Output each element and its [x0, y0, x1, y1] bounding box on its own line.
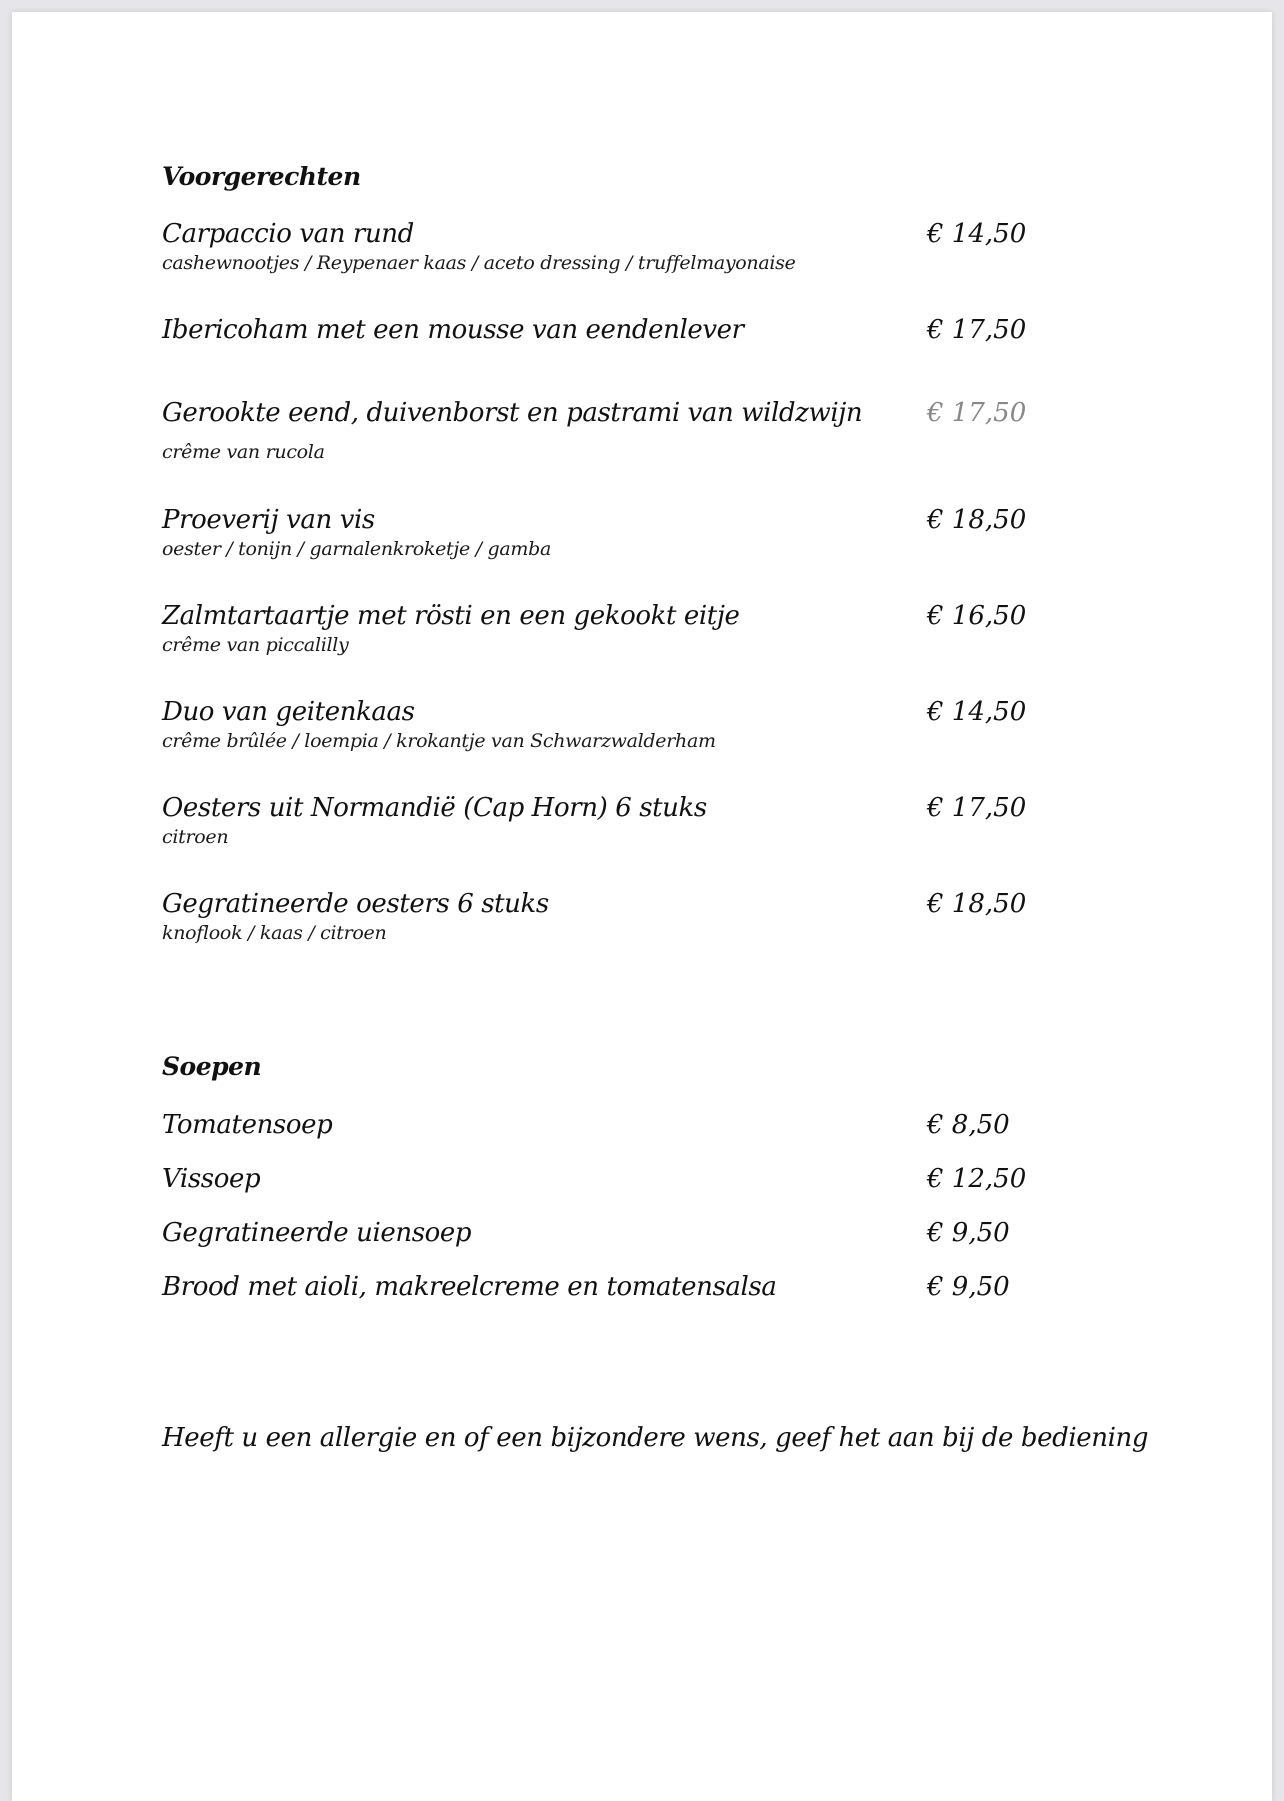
menu-item-description: crême van piccalilly: [162, 634, 349, 656]
menu-item-name: Tomatensoep: [162, 1110, 333, 1140]
allergy-note: Heeft u een allergie en of een bijzondere wens, geef het aan bij de bediening: [162, 1423, 1149, 1453]
menu-item-description: cashewnootjes / Reypenaer kaas / aceto dressing / truffelmayonaise: [162, 252, 796, 274]
menu-item-name: Duo van geitenkaas: [162, 697, 415, 727]
menu-item-price: € 18,50: [927, 889, 1027, 919]
menu-item-price: € 16,50: [927, 601, 1027, 631]
menu-item-name: Gegratineerde uiensoep: [162, 1218, 472, 1248]
menu-item-price: € 14,50: [927, 219, 1027, 249]
menu-item-price: € 12,50: [927, 1164, 1027, 1194]
section-title-starters: Voorgerechten: [162, 162, 361, 191]
menu-item: [162, 792, 1042, 850]
menu-item-price: € 18,50: [927, 505, 1027, 535]
menu-item-price: € 17,50: [927, 793, 1027, 823]
menu-item-price: € 17,50: [927, 398, 1027, 428]
menu-item: [162, 1271, 1042, 1303]
section-title-soups: Soepen: [162, 1052, 262, 1081]
menu-item-description: citroen: [162, 826, 229, 848]
menu-item-description: crême van rucola: [162, 441, 325, 463]
menu-item-description: oester / tonijn / garnalenkroketje / gamba: [162, 538, 552, 560]
menu-item-name: Zalmtartaartje met rösti en een gekookt eitje: [162, 601, 740, 631]
menu-item-name: Vissoep: [162, 1164, 261, 1194]
menu-item-name: Proeverij van vis: [162, 505, 375, 535]
menu-item: [162, 888, 1042, 946]
menu-item: [162, 1109, 1042, 1141]
menu-item-price: € 17,50: [927, 315, 1027, 345]
menu-item: [162, 218, 1042, 276]
menu-item-name: Carpaccio van rund: [162, 219, 414, 249]
menu-item: [162, 696, 1042, 754]
menu-item-price: € 9,50: [927, 1272, 1010, 1302]
menu-item-name: Brood met aioli, makreelcreme en tomatensalsa: [162, 1272, 777, 1302]
menu-item-name: Gegratineerde oesters 6 stuks: [162, 889, 549, 919]
menu-item-name: Gerookte eend, duivenborst en pastrami van wildzwijn: [162, 398, 863, 428]
menu-item-price: € 9,50: [927, 1218, 1010, 1248]
menu-item-name: Ibericoham met een mousse van eendenlever: [162, 315, 744, 345]
menu-item-price: € 8,50: [927, 1110, 1010, 1140]
menu-page: [12, 12, 1272, 1801]
menu-item-description: knoflook / kaas / citroen: [162, 922, 387, 944]
menu-item-description: crême brûlée / loempia / krokantje van Schwarzwalderham: [162, 730, 716, 752]
menu-item-name: Oesters uit Normandië (Cap Horn) 6 stuks: [162, 793, 707, 823]
menu-item-price: € 14,50: [927, 697, 1027, 727]
menu-item: [162, 600, 1042, 658]
menu-item: [162, 504, 1042, 562]
menu-item: [162, 1217, 1042, 1249]
menu-item: [162, 397, 1042, 465]
menu-item: [162, 1163, 1042, 1195]
menu-item: [162, 314, 1042, 346]
